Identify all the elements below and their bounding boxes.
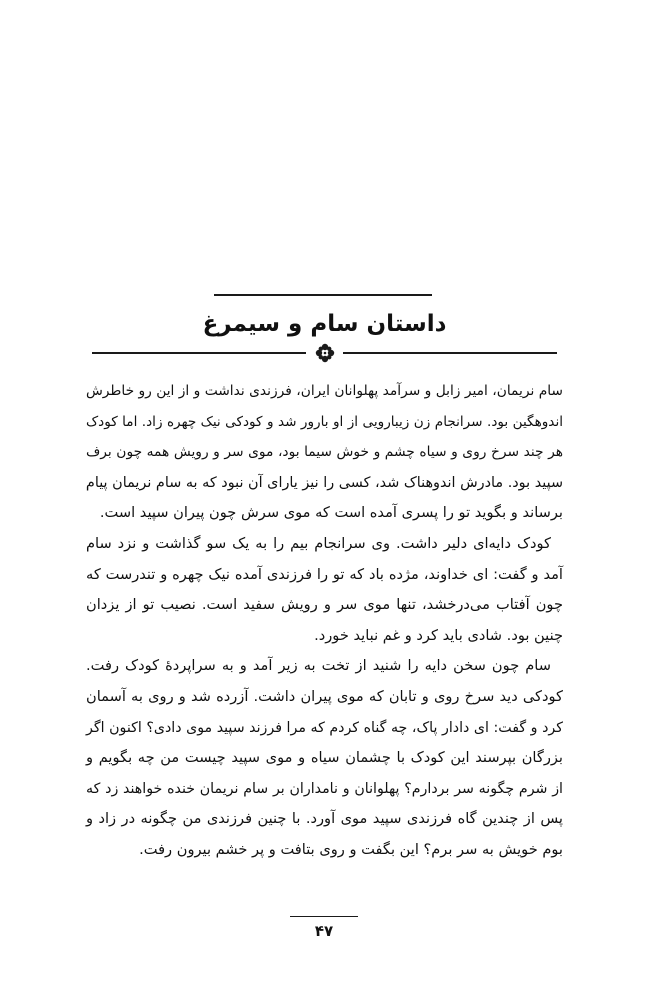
chapter-title: داستان سام و سیمرغ (202, 311, 447, 337)
title-ornament-divider (92, 342, 557, 364)
text-line: کرد و گفت: ای دادار پاک، چه گناه کردم که مرا فرزند سپید موی دادی؟ اکنون اگر (86, 719, 563, 736)
footer-rule (290, 916, 358, 917)
flower-ornament-icon (314, 342, 336, 364)
page-number: ۴۷ (314, 922, 334, 940)
title-top-rule (214, 294, 432, 296)
text-line: سپید بود. مادرش اندوهناک شد، کسی را نیز یارای آن نبود که به سام نریمان پیام (85, 474, 563, 491)
text-line: کودکی دید سرخ روی و تابان که موی پیران داشت. آزرده شد و روی به آسمان (86, 687, 563, 705)
text-line: آمد و گفت: ای خداوند، مژده باد که تو را فرزندی آمده نیک چهره و تندرست که (86, 565, 563, 583)
text-line: برساند و بگوید تو را پسری آمده است که موی سرش چون پیران سپید است. (99, 504, 563, 522)
paragraph (86, 376, 563, 529)
divider-line-left (92, 352, 306, 354)
story-body (86, 376, 563, 866)
text-line: سام نریمان، امیر زابل و سرآمد پهلوانان ایران، فرزندی نداشت و از این رو خاطرش (85, 383, 563, 399)
text-line: چنین بود. شادی باید کرد و غم نباید خورد. (314, 626, 563, 644)
text-line: بزرگان بپرسند این کودک با چشمان سیاه و موی سپید چیست من چه بگویم و (86, 749, 563, 767)
text-line: بوم خویش به سر برم؟ این بگفت و روی بتافت و پر خشم بیرون رفت. (139, 840, 563, 858)
text-line: از شرم چگونه سر بردارم؟ پهلوانان و نامداران بر سام نریمان خنده خواهند زد که (86, 780, 563, 797)
paragraph (86, 529, 563, 651)
text-line: اندوهگین بود. سرانجام زن زیبارویی از او بارور شد و کودکی نیک چهره زاد. اما کودک (86, 413, 563, 430)
text-line: چون آفتاب می‌درخشد، تنها موی سر و رویش سفید است. نصیب تو از یزدان (86, 596, 563, 614)
divider-line-right (343, 352, 557, 354)
paragraph (86, 651, 563, 865)
text-line: پس از چندین گاه فرزندی سپید موی آورد. با چنین فرزندی من چگونه در زاد و (86, 810, 563, 828)
text-line: سام چون سخن دایه را شنید از تخت به زیر آمد و به سراپردهٔ کودک رفت. (86, 657, 551, 675)
text-line: کودک دایه‌ای دلیر داشت. وی سرانجام بیم را به یک سو گذاشت و نزد سام (86, 534, 551, 552)
text-line: هر چند سرخ روی و سیاه چشم و خوش سیما بود، موی سر و رویش همه چون برف (86, 444, 563, 461)
